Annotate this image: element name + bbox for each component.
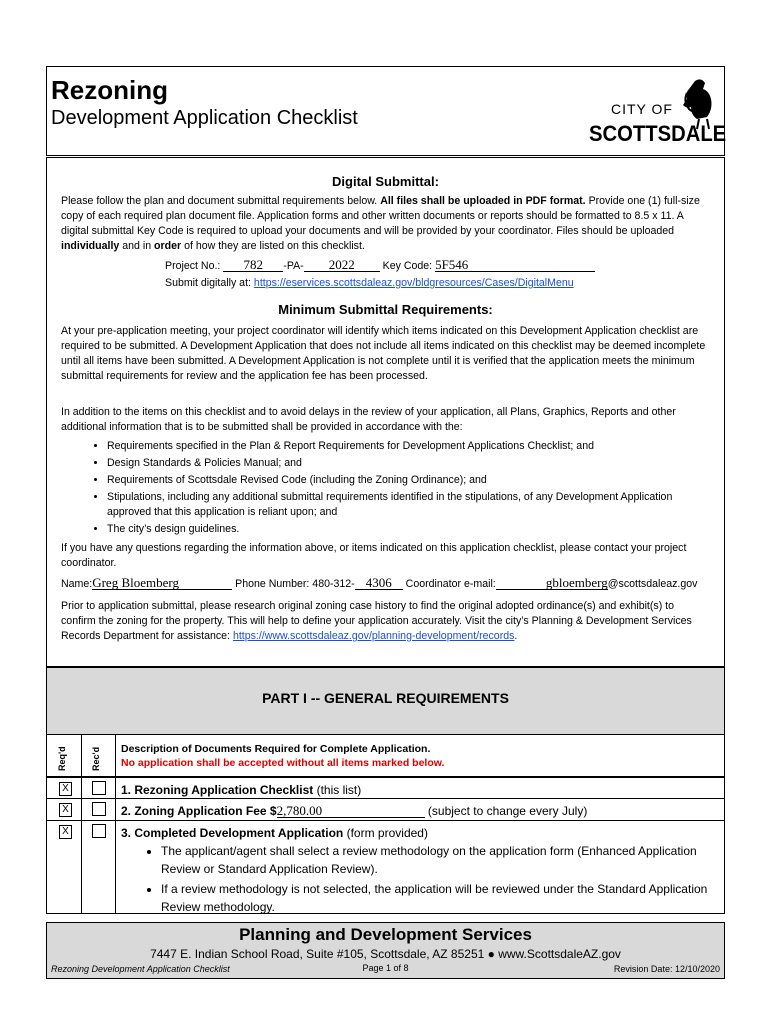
item-note: (form provided) (343, 826, 428, 840)
zoning-history-paragraph (61, 599, 711, 644)
list-item: • If a review methodology is not selected, the application will be reviewed under the Standard Application Review methodology. (161, 880, 716, 916)
email-domain: @scottsdaleaz.gov (607, 578, 698, 590)
table-row (46, 798, 725, 821)
item-title: 1. Rezoning Application Checklist (121, 783, 314, 797)
logo-text-bottom: SCOTTSDALE (589, 121, 727, 146)
minimum-requirements-heading: Minimum Submittal Requirements: (278, 302, 493, 317)
submit-row (165, 276, 725, 291)
city-of-scottsdale-logo (587, 73, 727, 153)
submit-label: Submit digitally at: (165, 277, 251, 289)
description-warning: No application shall be accepted without all items marked below. (121, 757, 445, 769)
part1-header (46, 667, 725, 735)
item-title: 2. Zoning Application Fee $ (121, 804, 277, 818)
pa-label: -PA- (283, 260, 304, 272)
reqd-label: Req'd (57, 746, 67, 771)
list-item: • Requirements specified in the Plan & Report Requirements for Development Applications Checklist; and (107, 439, 711, 454)
project-number-field[interactable]: 782 (223, 258, 283, 272)
recd-checkbox[interactable] (92, 824, 106, 838)
list-item: • The city’s design guidelines. (107, 522, 711, 537)
part1-title: PART I -- GENERAL REQUIREMENTS (262, 690, 509, 706)
digital-submittal-heading: Digital Submittal: (332, 174, 439, 189)
minimum-paragraph-1: At your pre-application meeting, your project coordinator will identify which items indicated on this Development Application checklist are required to be submitted. A Development Application that does not include all items indicated on this checklist may be deemed incomplete until all items have been submitted. A Development Application is not complete until it is verified that the application meets the minimum submittal requirements for review and the application fee has been processed. (61, 325, 706, 382)
key-code-field[interactable]: 5F546 (435, 258, 595, 272)
phone-extension-field[interactable]: 4306 (355, 576, 403, 590)
requirements-list (61, 439, 711, 539)
page-footer (46, 922, 725, 979)
contact-paragraph: If you have any questions regarding the information above, or items indicated on this application checklist, please contact your project coordinator. (61, 542, 687, 569)
text-bold: order (154, 240, 182, 252)
instructions-section (46, 157, 725, 667)
revision-date: Revision Date: 12/10/2020 (613, 964, 720, 974)
text-span: Provide one (1) full-size copy of each required plan document file. Application forms and other written documents or reports should be formatted to 8.5 x 11. A digital submittal Key Code is required to upload your documents and will be provided by your coordinator. Files should be uploaded (61, 195, 700, 237)
project-label: Project No.: (165, 260, 221, 272)
text-span: of how they are listed on this checklist. (181, 240, 365, 252)
reqd-cell (47, 778, 82, 798)
document-header (46, 66, 725, 156)
text-span: Please follow the plan and document submittal requirements below. (61, 195, 381, 207)
coordinator-email-field[interactable]: gbloemberg (496, 576, 608, 590)
page-number: Page 1 of 8 (362, 963, 409, 973)
coordinator-row (61, 576, 711, 592)
item-note: (subject to change every July) (424, 804, 588, 818)
document-subtitle: Development Application Checklist (51, 107, 358, 129)
list-item: • Requirements of Scottsdale Revised Code (including the Zoning Ordinance); and (107, 473, 711, 488)
text-bold: individually (61, 240, 120, 252)
table-row (46, 777, 725, 799)
phone-label: Phone Number: 480-312- (235, 578, 355, 590)
email-label: Coordinator e-mail: (405, 578, 496, 590)
text-span: and in (119, 240, 155, 252)
digital-submittal-text (61, 194, 711, 254)
reqd-cell (47, 799, 82, 820)
item-description (121, 802, 716, 820)
document-title: Rezoning (51, 75, 168, 105)
item-note: (this list) (313, 783, 362, 797)
recd-cell (81, 799, 116, 820)
reqd-checkbox[interactable]: X (59, 825, 72, 839)
description-heading: Description of Documents Required for Complete Application. (121, 743, 431, 755)
fee-field[interactable]: 2,780.00 (277, 804, 425, 818)
list-item: • The applicant/agent shall select a review methodology on the application form (Enhanced Application Review or Standard Application Review). (161, 842, 716, 878)
recd-cell (81, 778, 116, 798)
recd-label: Rec'd (91, 746, 101, 771)
text-bold: All files shall be uploaded in PDF format. (380, 195, 586, 207)
key-code-label: Key Code: (382, 260, 433, 272)
minimum-paragraph-2: In addition to the items on this checklist and to avoid delays in the review of your application, all Plans, Graphics, Reports and other additional information that is to be submitted shall be provided in accordance with the: (61, 406, 676, 433)
reqd-cell (47, 821, 82, 913)
checklist-table-header (46, 734, 725, 777)
reqd-column-header (47, 735, 82, 776)
recd-checkbox[interactable] (92, 781, 106, 795)
item-description (121, 824, 716, 918)
list-item: • Stipulations, including any additional submittal requirements identified in the stipulations, of any Development Application approved that this application is reliant upon; and (107, 490, 711, 520)
submit-digital-link[interactable]: https://eservices.scottsdaleaz.gov/bldgresources/Cases/DigitalMenu (253, 277, 574, 289)
department-name: Planning and Development Services (239, 925, 532, 944)
text-span: . (514, 630, 518, 642)
records-link[interactable]: https://www.scottsdaleaz.gov/planning-development/records (232, 630, 515, 642)
name-label: Name: (61, 578, 93, 590)
text-span: Prior to application submittal, please research original zoning case history to find the original adopted ordinance(s) and exhibit(s) to confirm the zoning for the property. This will help to define your application accurately. Visit the city’s Planning & Development Services Records Department for assistance: (61, 600, 692, 642)
reqd-checkbox[interactable]: X (59, 803, 72, 817)
logo-text-top: CITY OF (611, 101, 673, 117)
recd-column-header (81, 735, 116, 776)
table-row (46, 820, 725, 914)
department-address: 7447 E. Indian School Road, Suite #105, Scottsdale, AZ 85251 ● www.ScottsdaleAZ.gov (150, 947, 621, 961)
recd-cell (81, 821, 116, 913)
recd-checkbox[interactable] (92, 802, 106, 816)
item-description (121, 781, 716, 799)
project-number-row (165, 258, 685, 274)
item-title: 3. Completed Development Application (121, 826, 344, 840)
list-item: • Design Standards & Policies Manual; and (107, 456, 711, 471)
reqd-checkbox[interactable]: X (59, 782, 72, 796)
project-year-field[interactable]: 2022 (304, 258, 380, 272)
coordinator-name-field[interactable]: Greg Bloemberg (92, 576, 232, 590)
document-name: Rezoning Development Application Checklist (51, 964, 230, 974)
